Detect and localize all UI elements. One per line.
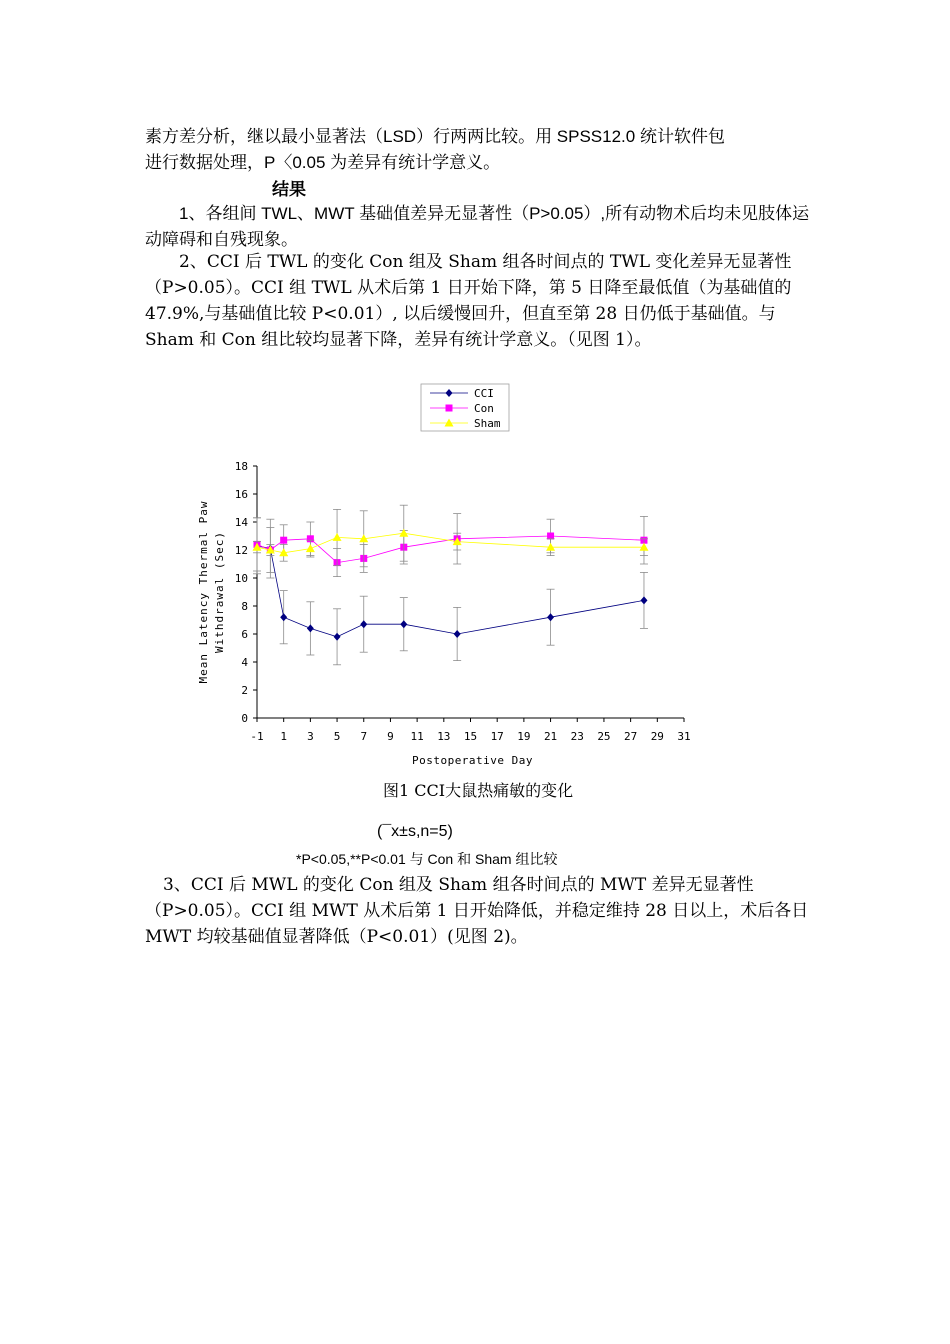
- y-tick-label: 18: [234, 460, 248, 473]
- x-tick-label: 15: [463, 730, 478, 743]
- results-heading: 结果: [272, 180, 306, 200]
- legend-con-marker: [446, 405, 453, 412]
- x-tick-label: 25: [597, 730, 611, 743]
- x-tick-label: 3: [307, 730, 314, 743]
- x-tick-label: 7: [360, 730, 368, 743]
- result-paragraph-1: 1、各组间 TWL、MWT 基础值差异无显著性（P>0.05）,所有动物术后均未见肢体运动障碍和自残现象。: [145, 204, 810, 249]
- methods-paragraph: [145, 124, 815, 176]
- y-tick-label: 10: [234, 572, 248, 585]
- cci-point: [360, 620, 367, 628]
- x-tick-label: 29: [650, 730, 664, 743]
- sham-point: [639, 543, 648, 551]
- x-tick-label: 9: [387, 730, 394, 743]
- result-paragraph-3: 3、CCI 后 MWL 的变化 Con 组及 Sham 组各时间点的 MWT 差异无显著性（P>0.05）。CCI 组 MWT 从术后第 1 日开始降低，并稳定维持 28 日以上，术后各日 MWT 均较基础值显著降低（P<0.01）(见图 2)。: [145, 875, 809, 947]
- x-tick-label: 27: [624, 730, 638, 743]
- y-tick-label: 2: [241, 684, 248, 697]
- legend-con-label: Con: [474, 402, 494, 415]
- y-axis-label: Withdrawal (Sec): [213, 531, 226, 653]
- con-series-line: [257, 536, 644, 563]
- x-tick-label: 11: [410, 730, 424, 743]
- cci-point: [334, 633, 341, 641]
- cci-point: [400, 620, 407, 628]
- x-tick-label: 31: [677, 730, 691, 743]
- y-tick-label: 8: [241, 600, 248, 613]
- sham-point: [399, 529, 408, 537]
- x-tick-label: 5: [333, 730, 341, 743]
- y-tick-label: 4: [241, 656, 248, 669]
- twl-line-chart: [190, 380, 710, 775]
- x-tick-label: 13: [437, 730, 451, 743]
- x-axis-label: Postoperative Day: [411, 754, 534, 767]
- sham-point: [333, 533, 342, 541]
- x-tick-label: 21: [543, 730, 558, 743]
- cci-point: [454, 630, 461, 638]
- figure-caption: 图1 CCI大鼠热痛敏的变化: [383, 781, 574, 800]
- cci-point: [280, 613, 287, 621]
- cci-series-line: [257, 546, 644, 637]
- y-axis-label: Mean Latency Thermal Paw: [197, 500, 210, 684]
- y-tick-label: 6: [241, 628, 248, 641]
- legend-sham-label: Sham: [474, 417, 501, 430]
- y-tick-label: 16: [234, 488, 248, 501]
- legend-cci-label: CCI: [474, 387, 494, 400]
- result-paragraph-2: 2、CCI 后 TWL 的变化 Con 组及 Sham 组各时间点的 TWL 变化差异无显著性（P>0.05）。CCI 组 TWL 从术后第 1 日开始下降，第 5 日降至最低值（为基础值的 47.9%,与基础值比较 P<0.01）, 以后缓慢回升，但直至第 28 日仍低于基础值。与 Sham 和 Con 组比较均显著下降，差异有统计学意义。（见图 1）。: [145, 252, 792, 350]
- y-tick-label: 12: [234, 544, 248, 557]
- y-tick-label: 14: [234, 516, 248, 529]
- figure-stats: (¯x±s,n=5): [377, 823, 453, 840]
- x-tick-label: 17: [490, 730, 504, 743]
- methods-line-1: 素方差分析，继以最小显著法（LSD）行两两比较。用 SPSS12.0 统计软件包: [145, 127, 725, 146]
- cci-point: [547, 613, 554, 621]
- x-tick-label: 23: [570, 730, 584, 743]
- figure-note: *P<0.05,**P<0.01 与 Con 和 Sham 组比较: [296, 851, 558, 867]
- con-point: [280, 537, 287, 544]
- y-tick-label: 0: [241, 712, 248, 725]
- x-tick-label: -1: [250, 730, 264, 743]
- cci-point: [307, 624, 314, 632]
- sham-point: [306, 544, 315, 552]
- methods-line-2: 进行数据处理，P〈0.05 为差异有统计学意义。: [145, 153, 501, 172]
- x-tick-label: 1: [280, 730, 287, 743]
- x-tick-label: 19: [517, 730, 531, 743]
- cci-point: [640, 596, 647, 604]
